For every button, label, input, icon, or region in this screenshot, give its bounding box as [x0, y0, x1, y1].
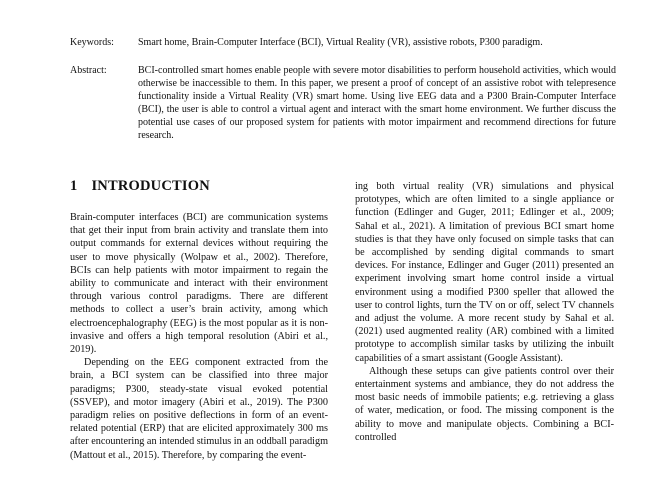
- intro-paragraph-2: Depending on the EEG component extracted from the brain, a BCI system can be classified into three major paradigms; P300, steady-state visual evoked potential (SSVEP), and motor imagery (Abiri et al., 2019). The P300 paradigm relies on positive deflections in form of an event-related potential (ERP) that are elicited approximately 300 ms after encountering an intended stimulus in an oddball paradigm (Mattout et al., 2015). Therefore, by comparing the event-: [70, 357, 329, 461]
- abstract-label: Abstract:: [70, 65, 107, 76]
- section-title: INTRODUCTION: [91, 178, 210, 194]
- intro-paragraph-1: Brain-computer interfaces (BCI) are communication systems that get their input from brain activity and translate them into output commands for external devices without requiring the user to move physically (Wolpaw et al., 2002). Therefore, BCIs can help patients with motor impairment to regain the ability to communicate and interact with their environment through various control paradigms. There are different methods to collect a user’s brain activity, among which electroencephalography (EEG) is the most popular as it is non-invasive and offers a high temporal resolution (Abiri et al., 2019).: [70, 212, 328, 356]
- section-heading: [70, 178, 210, 195]
- right-paragraph-1: ing both virtual reality (VR) simulations and physical prototypes, which are often limited to a single appliance or function (Edlinger and Guger, 2011; Edlinger et al., 2009; Sahal et al., 2021). A limitation of previous BCI smart home studies is that they have only focused on simple tasks that can be accomplished by sending digital commands to smart devices. For instance, Edlinger and Guger (2011) presented an experiment involving smart home control inside a virtual environment using a modified P300 speller that allowed the user to control lights, turn the TV on or off, select TV channels and adjust the volume. A more recent study by Sahal et al. (2021) used augmented reality (AR) combined with a limited prototype to accomplish similar tasks by utilizing the inbuilt capabilities of a smart assistant (Google Assistant).: [355, 181, 614, 364]
- right-column: [355, 180, 614, 444]
- right-paragraph-2: Although these setups can give patients control over their entertainment systems and ambiance, they do not address the most basic needs of immobile patients; e.g. retrieving a glass of water, medication, or food. The missing component is the ability to move and manipulate objects. Combining a BCI-controlled: [355, 365, 614, 443]
- left-column: [70, 211, 328, 462]
- keywords-text: Smart home, Brain-Computer Interface (BCI), Virtual Reality (VR), assistive robots, P300 paradigm.: [138, 37, 543, 48]
- keywords-label: Keywords:: [70, 37, 114, 48]
- section-number: 1: [70, 178, 78, 194]
- abstract-text: BCI-controlled smart homes enable people with severe motor disabilities to perform household activities, which would otherwise be inaccessible to them. In this paper, we present a proof of concept of an assistive robot with telepresence functionality inside a Virtual Reality (VR) smart home. Using live EEG data and a P300 Brain-Computer Interface (BCI), the user is able to control a virtual agent and interact with the smart home environment. We further discuss the potential use cases of our proposed system for patients with motor impairment and recommend directions for future research.: [138, 65, 616, 141]
